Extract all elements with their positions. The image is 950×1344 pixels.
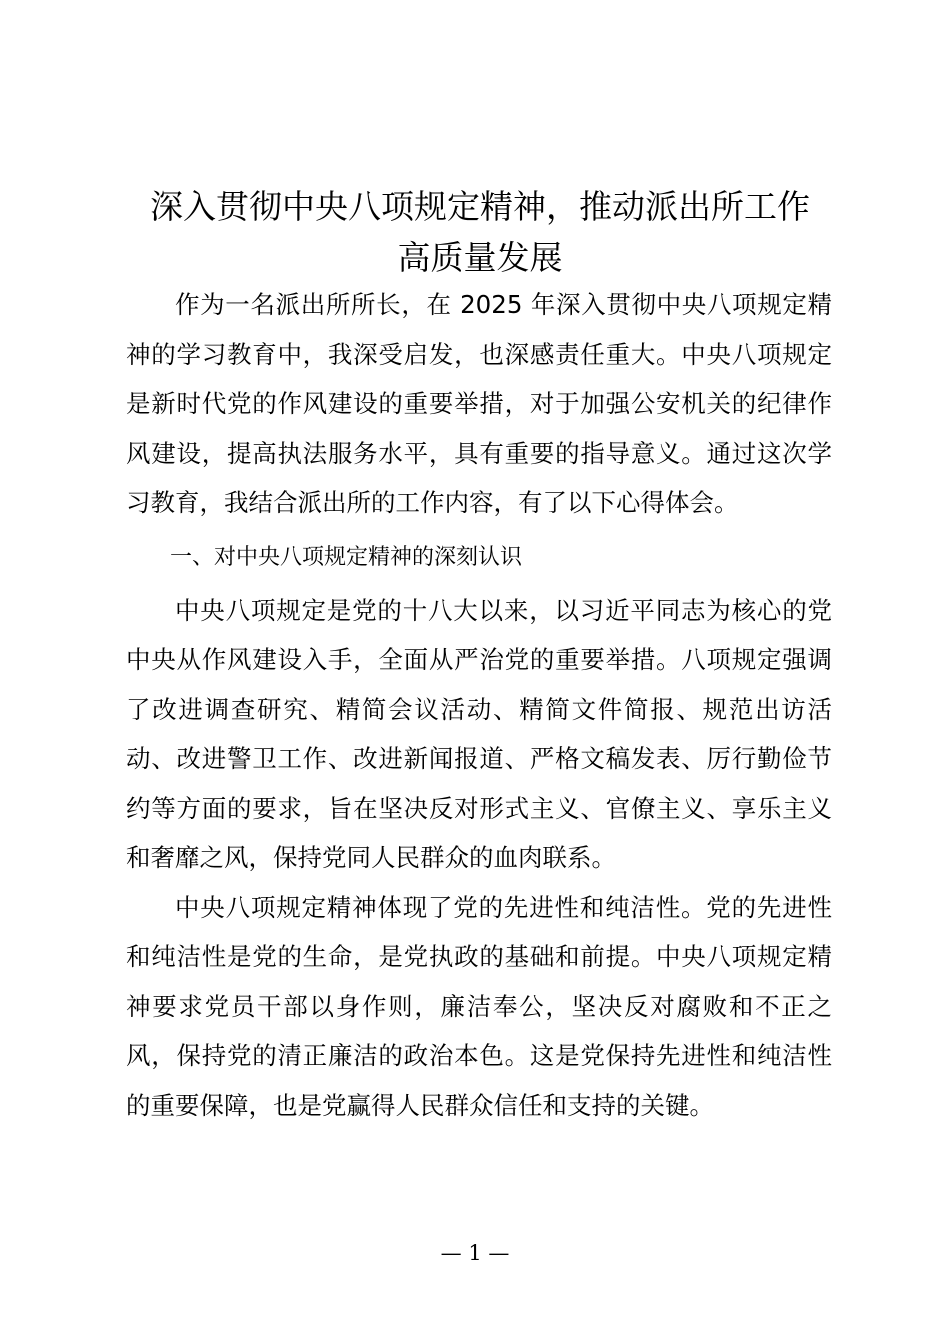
intro-paragraph: 作为一名派出所所长，在 2025 年深入贯彻中央八项规定精神的学习教育中，我深受启发，也深感责任重大。中央八项规定是新时代党的作风建设的重要举措，对于加强公安机关的纪律作风建设，提高执法服务水平，具有重要的指导意义。通过这次学习教育，我结合派出所的工作内容，有了以下心得体会。 <box>126 290 832 517</box>
title-line-2: 高质量发展 <box>397 238 563 277</box>
document-body <box>126 280 832 1130</box>
page-number: — 1 — <box>440 1241 510 1265</box>
title-line-1: 深入贯彻中央八项规定精神，推动派出所工作 <box>150 187 810 226</box>
body-paragraph-1: 中央八项规定是党的十八大以来，以习近平同志为核心的党中央从作风建设入手，全面从严治党的重要举措。八项规定强调了改进调查研究、精简会议活动、精简文件简报、规范出访活动、改进警卫工作、改进新闻报道、严格文稿发表、厉行勤俭节约等方面的要求，旨在坚决反对形式主义、官僚主义、享乐主义和奢靡之风，保持党同人民群众的血肉联系。 <box>126 595 832 872</box>
document-title <box>110 181 850 283</box>
body-paragraph-2: 中央八项规定精神体现了党的先进性和纯洁性。党的先进性和纯洁性是党的生命，是党执政的基础和前提。中央八项规定精神要求党员干部以身作则，廉洁奉公，坚决反对腐败和不正之风，保持党的清正廉洁的政治本色。这是党保持先进性和纯洁性的重要保障，也是党赢得人民群众信任和支持的关键。 <box>126 892 832 1120</box>
section-heading: 一、对中央八项规定精神的深刻认识 <box>170 544 523 570</box>
